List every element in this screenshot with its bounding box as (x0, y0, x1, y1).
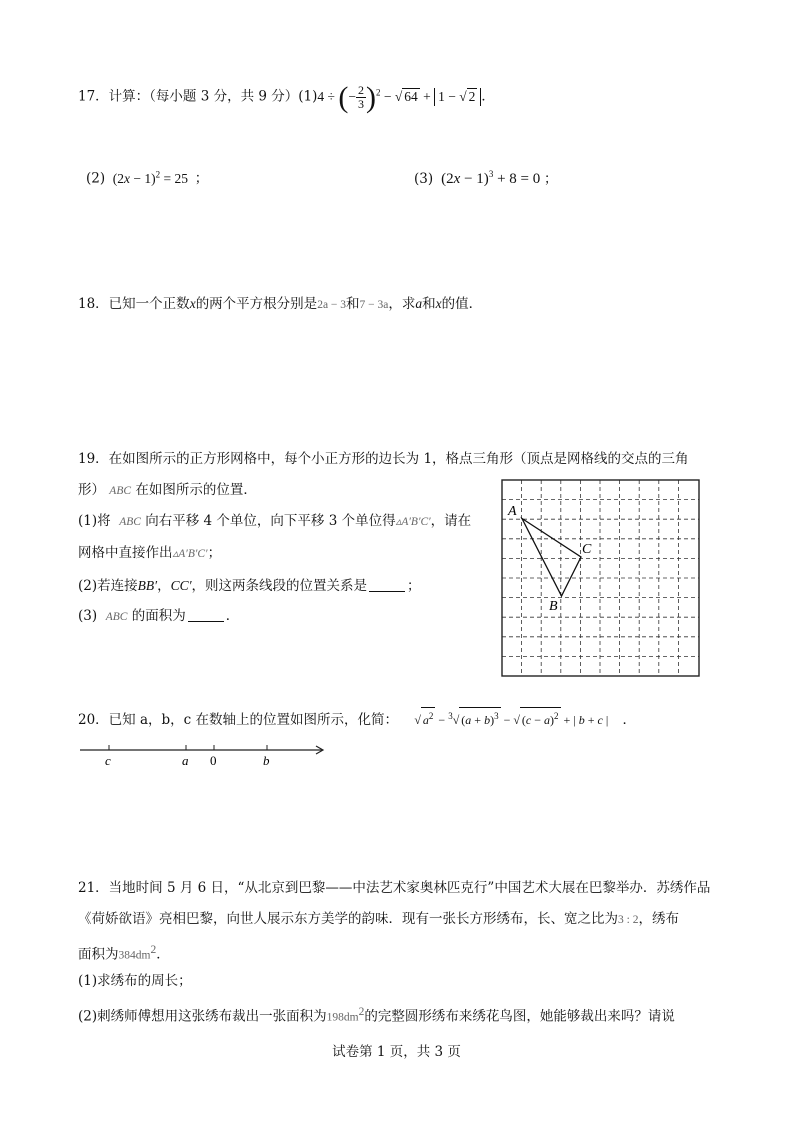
q19-l4a: 网格中直接作出 (78, 545, 173, 561)
q21-l3b: ． (156, 946, 170, 963)
q18-expr2: 7 − 3a (359, 299, 389, 311)
q19-a1b1c1-b: ▵A′B′C′ (172, 548, 208, 560)
q19-comma: ， (157, 578, 171, 594)
q18-var-x: x (189, 296, 196, 311)
q17-line2b (414, 164, 557, 189)
q17-part2-label: (2) (86, 170, 106, 187)
q19-l5c: ； (407, 578, 421, 594)
q19-l3a: (1)将 (78, 513, 111, 529)
q19-l3b: 向右平移 4 个单位，向下平移 3 个单位得 (145, 513, 396, 529)
q17-line2 (86, 164, 208, 189)
q17-end: ． (481, 88, 495, 105)
q17-part3-label: (3) (414, 171, 434, 187)
grid-lines (502, 480, 699, 676)
q21-l5a: (2)刺绣师傅想用这张绣布裁出一张面积为 (78, 1008, 327, 1025)
q19-a1b1c1-text: A′B′C′ (401, 516, 431, 528)
q21-l5b: 的完整圆形绣布来绣花鸟图，她能够裁出来吗？请说 (364, 1008, 675, 1025)
q21-ratio: 3 : 2 (618, 914, 639, 926)
label-b: b (263, 753, 270, 768)
q18-t5: 的值． (441, 296, 483, 312)
q19-l6c: ． (225, 608, 240, 624)
q18-line (78, 294, 482, 315)
page-footer: 试卷第 1 页，共 3 页 (332, 1044, 461, 1060)
q19-l4b: ； (207, 545, 222, 561)
q19-line3 (78, 511, 471, 532)
q21-l2b: ，绣布 (638, 911, 679, 927)
q20-end: ． (622, 712, 637, 728)
label-0: 0 (210, 753, 217, 768)
q19-answer-blank-3[interactable] (188, 607, 224, 622)
q21-line5: (2)刺绣师傅想用这张绣布裁出一张面积为$198dm^2$的完整圆形绣布来绣花鸟图，她能够裁出来吗？请说 (78, 1006, 675, 1025)
q21-area: 384dm (118, 949, 151, 962)
q17-expr3: $(2x - 1)^3 + 8 = 0$ (437, 169, 544, 187)
q19-abc: ABC (109, 485, 132, 497)
q20-expression: √ $a^2 - ^3√$ $(a + b)^3$ − √ $(c - a)^2$ + | b + c | (414, 713, 608, 727)
q21-line1: 21．当地时间 5 月 6 日，“从北京到巴黎——中法艺术家奥林匹克行”中国艺术大展在巴黎举办．苏绣作品 (78, 880, 711, 896)
q20-text: 20．已知 a，b，c 在数轴上的位置如图所示，化简： (78, 712, 399, 728)
q19-l6b: 的面积为 (131, 608, 186, 624)
q17-line1 (78, 82, 495, 112)
label-a: a (182, 753, 189, 768)
q19-answer-blank-2[interactable] (369, 577, 405, 592)
q18-var-x2: x (435, 296, 442, 311)
q19-abc3: ABC (105, 611, 128, 623)
q19-line4 (78, 543, 221, 564)
q21-area2: 198dm (326, 1011, 359, 1024)
q20-number-line (78, 740, 328, 770)
q19-cc: CC′ (170, 578, 192, 593)
q19-a1b1c1-text2: A′B′C′ (178, 548, 208, 560)
q21-l2a: 《荷娇欲语》亮相巴黎，向世人展示东方美学的韵味．现有一张长方形绣布，长、宽之比为 (78, 911, 618, 927)
q21-l3a: 面积为 (78, 946, 119, 963)
vertex-a-label: A (508, 504, 517, 519)
q19-a1b1c1: ▵A′B′C′ (395, 516, 431, 528)
q19-bb: BB′ (137, 578, 158, 593)
q18-expr1: 2a − 3 (317, 299, 347, 311)
q17-head: 17．计算：（每小题 3 分，共 9 分）(1) (78, 88, 318, 105)
q19-line6 (78, 606, 239, 627)
q19-l3c: ，请在 (430, 513, 472, 529)
q19-grid-figure (501, 479, 700, 677)
q20-line (78, 706, 636, 730)
label-c: c (105, 753, 111, 768)
q21-line2 (78, 909, 679, 930)
q19-l2a: 形） (78, 482, 105, 498)
q18-var-a: a (415, 296, 423, 311)
q19-l6a: (3) (78, 608, 98, 624)
q17-sep2: ； (543, 171, 558, 187)
q18-and: 和 (346, 296, 360, 312)
q17-sep1: ； (194, 170, 209, 187)
q19-line2 (78, 480, 257, 501)
q19-l5a: (2)若连接 (78, 578, 138, 594)
q18-t3: ，求 (388, 296, 416, 312)
q18-t2: 的两个平方根分别是 (195, 296, 318, 312)
q21-line4: (1)求绣布的周长； (78, 973, 192, 989)
vertex-b-label: B (549, 599, 558, 614)
q19-line5 (78, 576, 421, 596)
triangle-abc (522, 519, 581, 597)
q17-expr1: 4 ÷ (− $\frac{2}{3}$ )$^2$ − √ 64 + 1 − √ 2 (317, 89, 481, 104)
q18-t1: 18．已知一个正数 (78, 296, 190, 312)
q19-l5b: ，则这两条线段的位置关系是 (191, 578, 368, 594)
q21-line3: 面积为$384dm^2$． (78, 944, 170, 963)
q19-l2b: 在如图所示的位置． (135, 482, 257, 498)
q19-line1: 19．在如图所示的正方形网格中，每个小正方形的边长为 1，格点三角形（顶点是网格线的交点的三角 (78, 451, 689, 467)
q17-expr2: $(2x - 1)^2 = 25$ (109, 169, 195, 186)
q18-t4: 和 (422, 296, 436, 312)
vertex-c-label: C (582, 542, 592, 557)
q19-abc2: ABC (119, 516, 141, 528)
